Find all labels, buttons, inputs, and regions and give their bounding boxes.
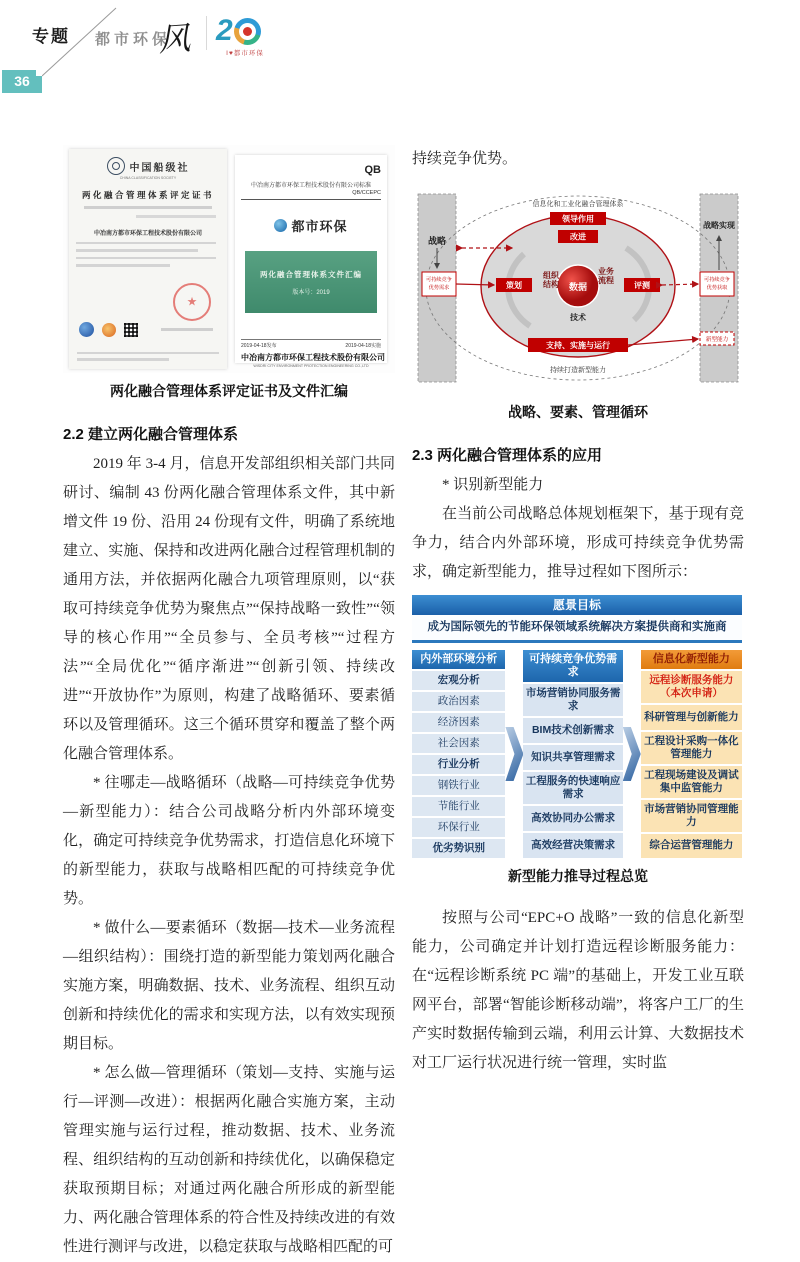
org-structure-label-2: 结构: [543, 280, 559, 289]
anniversary-logo: [216, 16, 274, 57]
advantage-gain-box: [700, 272, 734, 296]
new-capability-column: [641, 650, 742, 858]
anniversary-digit: 2: [216, 14, 233, 47]
new-capability-label: 新型能力: [705, 337, 729, 343]
section-heading-2-3: 2.3 两化融合管理体系的应用: [412, 447, 603, 464]
right-column: [412, 145, 744, 1078]
management-cycle-figure: [412, 186, 744, 394]
vision-text: 成为国际领先的节能环保领域系统解决方案提供商和实施商: [412, 615, 742, 643]
qr-code-icon: [124, 323, 138, 337]
compilation-version: 版本号：2019: [292, 289, 330, 296]
advantage-need-box: [422, 272, 456, 296]
assessment-certificate: [69, 149, 227, 369]
advantage-gain-label-2: 优势获取: [706, 285, 728, 291]
accreditation-logo-icon: [102, 323, 116, 337]
certificate-title: 两化融合管理体系评定证书: [81, 190, 214, 200]
capability-derivation-figure: [412, 595, 742, 858]
masthead-calligraphy-mark: 风: [156, 18, 192, 60]
data-label: 数据: [568, 282, 588, 292]
page-number-badge: [2, 70, 42, 93]
page-number: 36: [14, 73, 30, 89]
paragraph: * 怎么做—管理循环（策划—支持、实施与运行—评测—改进）：根据两化融合实施方案，主动管理实施与运行过程，推动数据、技术、业务流程、组织结构的互动创新和持续优化，以确保稳定获取预期目标；对通过两化融合所形成的新型能力、两化融合管理体系的符合性及持续改进的有效性进行测评与改进，以稳定获取与战略相匹配的可: [63, 1065, 395, 1255]
technology-label: 技术: [570, 313, 586, 322]
column3-item: 综合运营管理能力: [641, 834, 742, 859]
column2-item: 高效经营决策需求: [523, 833, 622, 858]
issue-date: 2019-04-18发布: [241, 343, 277, 349]
paragraph: * 往哪走—战略循环（战略—可持续竞争优势—新型能力）：结合公司战略分析内外部环境变化，确定可持续竞争优势需求，打造信息化环境下的新型能力，获取与战略相匹配的可持续竞争优势。: [63, 775, 395, 907]
ccs-logo-icon: [107, 157, 125, 175]
column3-header: 信息化新型能力: [641, 650, 742, 669]
anniversary-tagline: I♥都市环保: [226, 50, 264, 57]
column1-item: 节能行业: [412, 797, 505, 816]
plan-label: 策划: [506, 281, 522, 290]
header-divider: [206, 16, 207, 50]
certificate-subtitle-line: [84, 206, 212, 209]
compilation-title-panel: [245, 251, 377, 313]
certificate-text-line: [76, 257, 216, 260]
paragraph: 在当前公司战略总体规划框架下，基于现有竞争力，结合内外部环境，形成可持续竞争优势需求，确定新型能力，推导过程如下图所示：: [412, 506, 744, 580]
signature-line: [161, 328, 213, 331]
improve-label: 改进: [570, 232, 586, 242]
certificate-footer-line: [77, 352, 219, 355]
overflow-text: 持续竞争优势。: [412, 151, 518, 167]
column1-item: 经济因素: [412, 713, 505, 732]
column2-header: 可持续竞争优势需求: [523, 650, 622, 682]
support-label: 支持、实施与运行: [546, 341, 610, 350]
company-brand: 都市环保: [291, 219, 348, 234]
certificate-number-line: [136, 215, 216, 218]
paragraph: 按照与公司“EPC+O 战略”一致的信息化新型能力，公司确定并计划打造远程诊断服务能力：在“远程诊断系统 PC 端”的基础上，开发工业互联网平台，部署“智能诊断移动端”，将客户工厂的生产实时数据传输到云端，利用云计算、大数据技术对工厂运行状况进行统一管理，实时监: [412, 910, 744, 1071]
advantage-need-label-1: 可持续竞争: [426, 277, 452, 283]
evaluate-label: 评测: [634, 281, 650, 290]
column1-item: 社会因素: [412, 734, 505, 753]
anniversary-ring-icon: [234, 18, 261, 45]
ccs-org-name-en: CHINA CLASSIFICATION SOCIETY: [119, 176, 177, 180]
certificate-company: 中冶南方都市环保工程技术股份有限公司: [93, 230, 202, 237]
column2-item: 工程服务的快速响应需求: [523, 772, 622, 804]
biz-process-label-2: 流程: [598, 276, 614, 285]
column1-item: 优劣势识别: [412, 839, 505, 858]
advantage-need-label-2: 优势需求: [428, 285, 450, 291]
outer-bottom-label: 持续打造新型能力: [550, 367, 606, 374]
column1-header: 内外部环境分析: [412, 650, 505, 669]
compilation-title: 两化融合管理体系文件汇编: [260, 269, 362, 279]
column2-item: 高效协同办公需求: [523, 806, 622, 831]
chevron-right-icon: [623, 727, 641, 781]
company-logo-icon: [274, 219, 287, 232]
column2-item: 知识共享管理需求: [523, 745, 622, 770]
figure3-caption: 新型能力推导过程总览: [508, 868, 648, 884]
certificate-logos: [79, 322, 138, 337]
implementation-date: 2019-04-18实施: [345, 343, 381, 349]
column1-item: 宏观分析: [412, 671, 505, 690]
section-label: 专题: [32, 27, 70, 46]
certificate-text-line: [76, 242, 216, 245]
document-compilation-cover: [235, 155, 387, 368]
section-heading-2-2: 2.2 建立两化融合管理体系: [63, 426, 239, 443]
figure1-caption: 两化融合管理体系评定证书及文件汇编: [110, 383, 348, 399]
outer-top-label: 信息化和工业化融合管理体系: [532, 201, 624, 208]
paragraph: * 做什么—要素循环（数据—技术—业务流程—组织结构）：围绕打造的新型能力策划两化融合实施方案，明确数据、技术、业务流程、组织互动创新和持续优化的需求和实现方法，以有效实现预期目标。: [63, 920, 395, 1052]
column3-item: 工程现场建设及调试集中监管能力: [641, 766, 742, 798]
qb-mark: QB: [364, 164, 381, 176]
column1-item: 政治因素: [412, 692, 505, 711]
column3-item: 远程诊断服务能力（本次申请）: [641, 671, 742, 703]
advantage-gain-label-1: 可持续竞争: [704, 277, 730, 283]
column1-item: 行业分析: [412, 755, 505, 774]
red-seal-icon: [173, 283, 211, 321]
certificate-text-line: [76, 249, 198, 252]
environment-analysis-column: [412, 650, 505, 858]
org-structure-label-1: 组织: [543, 271, 559, 280]
certificates-figure: [63, 145, 395, 373]
chevron-right-icon: [505, 727, 523, 781]
arrow-1: [505, 650, 523, 858]
column2-item: 市场营销协同服务需求: [523, 684, 622, 716]
ccs-org-name: 中国船级社: [129, 162, 190, 174]
leadership-label: 领导作用: [562, 214, 594, 224]
column3-item: 市场营销协同管理能力: [641, 800, 742, 832]
certificate-footer: [77, 348, 219, 361]
bullet-line: * 识别新型能力: [442, 477, 544, 493]
company-name-en: WISDRI CITY ENVIRONMENT PROTECTION ENGINEERING CO.,LTD: [253, 364, 369, 368]
certificate-footer-line: [77, 358, 169, 361]
left-column: [63, 145, 395, 1262]
column1-item: 环保行业: [412, 818, 505, 837]
page-number-notch: [36, 70, 42, 76]
company-name: 中冶南方都市环保工程技术股份有限公司: [241, 353, 385, 362]
column3-item: 工程设计采购一体化管理能力: [641, 732, 742, 764]
arrow-2: [623, 650, 641, 858]
competitive-advantage-column: [523, 650, 622, 858]
certificate-text-line: [76, 264, 170, 267]
standard-code: QB/CCEPC: [241, 190, 381, 200]
strategy-label: 战略: [427, 236, 447, 246]
column2-item: BIM技术创新需求: [523, 718, 622, 743]
column3-item: 科研管理与创新能力: [641, 705, 742, 730]
masthead-title: 都市环保: [95, 32, 172, 48]
strategy-realization-label: 战略实现: [703, 221, 735, 230]
figure2-caption: 战略、要素、管理循环: [508, 404, 648, 420]
vision-title: 愿景目标: [412, 595, 742, 615]
standard-line: 中冶南方都市环保工程技术股份有限公司标准: [250, 183, 371, 189]
column1-item: 钢铁行业: [412, 776, 505, 795]
accreditation-logo-icon: [79, 322, 94, 337]
paragraph: 2019 年 3-4 月，信息开发部组织相关部门共同研讨、编制 43 份两化融合管理体系文件，其中新增文件 19 份、沿用 24 份现有文件，明确了系统地建立、实施、保持和改进两化融合过程管理机制的通用方法，并依据两化融合九项管理原则，以“获取可持续竞争优势为聚焦点”“保持战略一致性”“领导的核心作用”“全员参与、全员考核”“过程方法”“全局优化”“循序渐进”“创新引领、持续改进”“开放协作”为原则，构建了战略循环、要素循环以及管理循环。这三个循环贯穿和覆盖了整个两化融合管理体系。: [63, 456, 395, 762]
biz-process-label-1: 业务: [598, 267, 614, 276]
